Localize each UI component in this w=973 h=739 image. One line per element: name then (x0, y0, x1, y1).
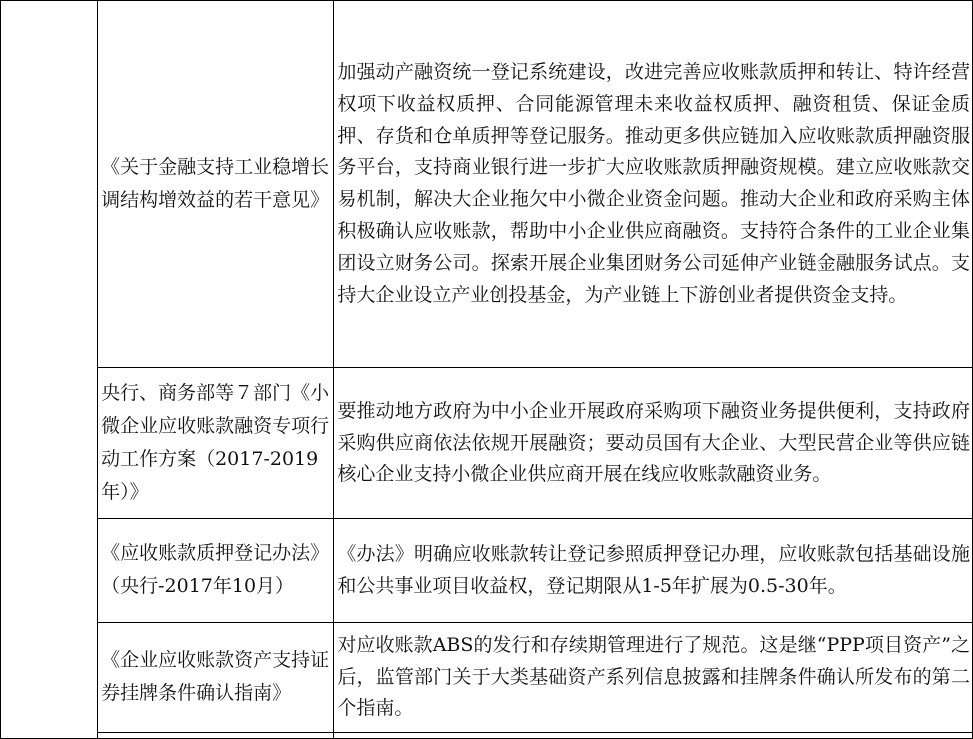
policy-title-cell (98, 519, 334, 622)
table-row (1, 622, 973, 732)
policy-title: 《应收账款质押登记办法》（央行-2017年10月） (101, 542, 330, 598)
policy-content: 加强动产融资统一登记系统建设，改进完善应收账款质押和转让、特许经营权项下收益权质押、合同能源管理未来收益权质押、融资租赁、保证金质押、存货和仓单质押等登记服务。推动更多供应链加入应收账款质押融资服务平台，支持商业银行进一步扩大应收账款质押融资规模。建立应收账款交易机制，解决大企业拖欠中小微企业资金问题。推动大企业和政府采购主体积极确认应收账款，帮助中小企业供应商融资。支持符合条件的工业企业集团设立财务公司。探索开展企业集团财务公司延伸产业链金融服务试点。支持大企业设立产业创投基金，为产业链上下游创业者提供资金支持。 (337, 61, 970, 306)
policy-title: 《企业应收账款资产支持证券挂牌条件确认指南》 (101, 649, 330, 705)
table-row (1, 368, 973, 519)
policy-content: 对应收账款ABS的发行和存续期管理进行了规范。这是继“PPP项目资产”之后，监管部门关于大类基础资产系列信息披露和挂牌条件确认所发布的第二个指南。 (337, 634, 970, 719)
policy-content-cell (334, 368, 973, 519)
table-row (1, 519, 973, 622)
policy-content: 《办法》明确应收账款转让登记参照质押登记办理，应收账款包括基础设施和公共事业项目收益权，登记期限从1-5年扩展为0.5-30年。 (337, 543, 970, 598)
policy-title: 央行、商务部等７部门《小微企业应收账款融资专项行动工作方案（2017-2019年）》 (101, 382, 330, 504)
empty-cell (334, 732, 973, 738)
policy-title-cell (98, 368, 334, 519)
policy-content-cell (334, 519, 973, 622)
empty-cell (98, 732, 334, 738)
policy-content-cell (334, 622, 973, 732)
policy-title-cell (98, 622, 334, 732)
policy-title-cell (98, 1, 334, 368)
category-cell (1, 1, 98, 739)
table-row (1, 1, 973, 368)
policy-content-cell (334, 1, 973, 368)
policy-title: 《关于金融支持工业稳增长调结构增效益的若干意见》 (101, 156, 330, 212)
table-row (1, 732, 973, 738)
policy-content: 要推动地方政府为中小企业开展政府采购项下融资业务提供便利，支持政府采购供应商依法依规开展融资；要动员国有大企业、大型民营企业等供应链核心企业支持小微企业供应商开展在线应收账款融资业务。 (337, 400, 970, 485)
